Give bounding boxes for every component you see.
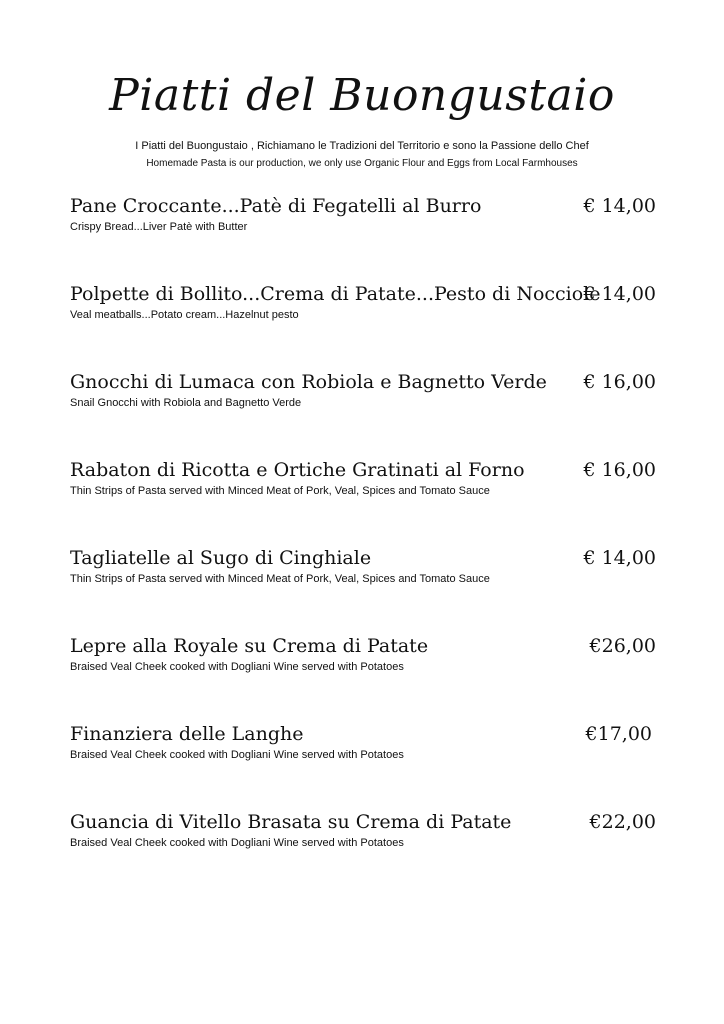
menu-item-description: Snail Gnocchi with Robiola and Bagnetto Verde	[70, 397, 302, 409]
menu-item-name: Finanziera delle Langhe	[70, 723, 304, 745]
menu-item-name: Gnocchi di Lumaca con Robiola e Bagnetto Verde	[70, 371, 547, 393]
menu-item-description: Braised Veal Cheek cooked with Dogliani Wine served with Potatoes	[70, 661, 404, 673]
menu-item-description: Crispy Bread...Liver Patè with Butter	[70, 221, 248, 233]
menu-item-name: Guancia di Vitello Brasata su Crema di Patate	[70, 811, 512, 833]
subtitle-italian: I Piatti del Buongustaio , Richiamano le Tradizioni del Territorio e sono la Passione dello Chef	[135, 140, 589, 152]
menu-item-description: Thin Strips of Pasta served with Minced Meat of Pork, Veal, Spices and Tomato Sauce	[70, 573, 490, 585]
menu-item-name: Pane Croccante...Patè di Fegatelli al Burro	[70, 195, 482, 217]
menu-item-price: €26,00	[589, 635, 656, 657]
menu-item-price: € 14,00	[583, 283, 656, 305]
menu-item-description: Braised Veal Cheek cooked with Dogliani Wine served with Potatoes	[70, 749, 404, 761]
menu-item-price: €22,00	[589, 811, 656, 833]
menu-item-description: Veal meatballs...Potato cream...Hazelnut pesto	[70, 309, 299, 321]
menu-item-price: € 16,00	[583, 459, 656, 481]
menu-item-description: Braised Veal Cheek cooked with Dogliani Wine served with Potatoes	[70, 837, 404, 849]
menu-item-price: € 16,00	[583, 371, 656, 393]
menu-item-price: € 14,00	[583, 195, 656, 217]
page-title: Piatti del Buongustaio	[109, 70, 615, 121]
menu-item-description: Thin Strips of Pasta served with Minced Meat of Pork, Veal, Spices and Tomato Sauce	[70, 485, 490, 497]
menu-item-name: Tagliatelle al Sugo di Cinghiale	[70, 547, 372, 569]
menu-item-name: Polpette di Bollito...Crema di Patate...Pesto di Nocciole	[70, 283, 601, 305]
menu-item-name: Rabaton di Ricotta e Ortiche Gratinati al Forno	[70, 459, 525, 481]
menu-item-name: Lepre alla Royale su Crema di Patate	[70, 635, 429, 657]
menu-item-price: €17,00	[585, 723, 652, 745]
menu-item-price: € 14,00	[583, 547, 656, 569]
subtitle-english: Homemade Pasta is our production, we only use Organic Flour and Eggs from Local Farmhouses	[146, 158, 578, 169]
